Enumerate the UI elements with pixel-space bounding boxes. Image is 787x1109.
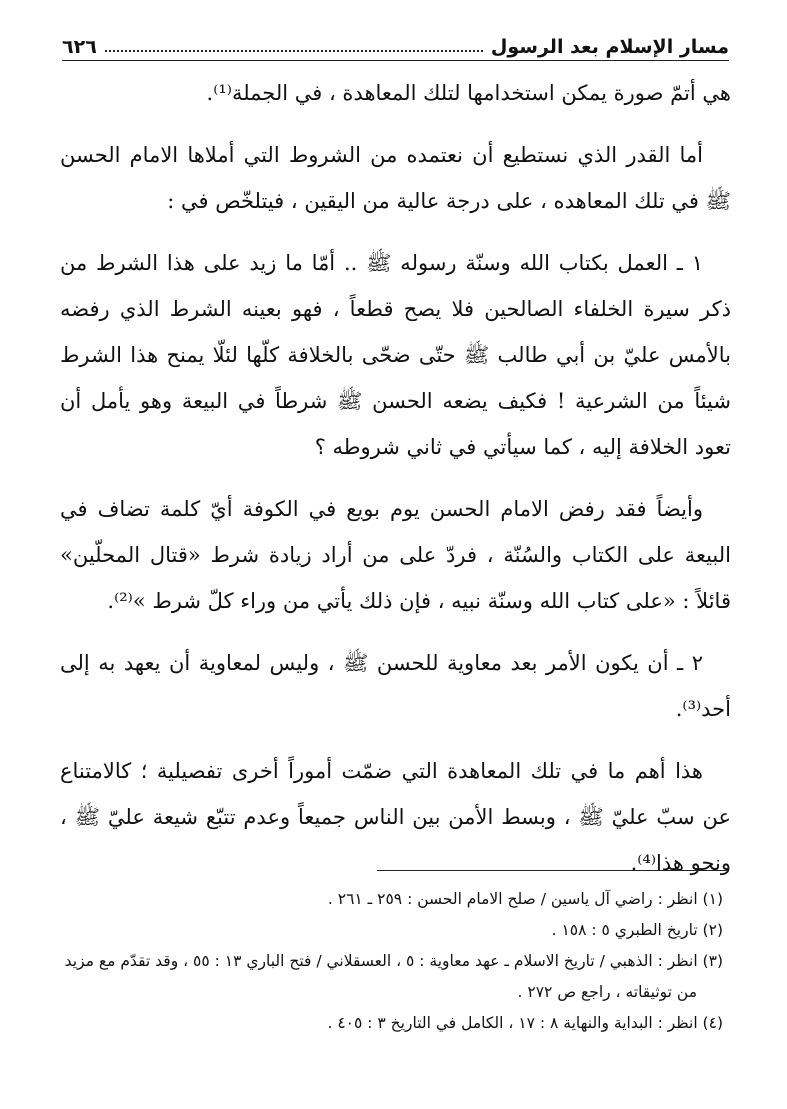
paragraph: هذا أهم ما في تلك المعاهدة التي ضمّت أموراً أخرى تفصيلية ؛ كالامتناع عن سبّ عليّ ﷺ ، وبسط الأمن بين الناس جميعاً وعدم تتبّع شيعة عليّ ﷺ ، ونحو هذا⁽⁴⁾.: [60, 759, 731, 875]
header-rule: [62, 60, 729, 61]
page-number: ٦٢٦: [62, 36, 97, 58]
footnote-rule: [377, 870, 727, 871]
footnote: (٤) انظر : البداية والنهاية ٨ : ١٧ ، الكامل في التاريخ ٣ : ٤٠٥ .: [327, 1014, 723, 1032]
running-title: مسار الإسلام بعد الرسول: [490, 36, 729, 58]
paragraph: وأيضاً فقد رفض الامام الحسن يوم بويع في الكوفة أيّ كلمة تضاف في البيعة على الكتاب والسُنّة ، فردّ على من أراد زيادة شرط «قتال المحلّين» قائلاً : «على كتاب الله وسنّة نبيه ، فإن ذلك يأتي من وراء كلّ شرط »⁽²⁾.: [60, 497, 731, 613]
footnote: (٢) تاريخ الطبري ٥ : ١٥٨ .: [551, 921, 723, 939]
dot-leader: [105, 50, 483, 52]
paragraph: هي أتمّ صورة يمكن استخدامها لتلك المعاهدة ، في الجملة⁽¹⁾.: [206, 81, 731, 105]
footnote: (٣) انظر : الذهبي / تاريخ الاسلام ـ عهد معاوية : ٥ ، العسقلاني / فتح الباري ١٣ : ٥٥ ، وقد تقدّم مع مزيد من توثيقاته ، راجع ص ٢٧٢ .: [64, 952, 723, 1001]
paragraph: أما القدر الذي نستطيع أن نعتمده من الشروط التي أملاها الامام الحسن ﷺ في تلك المعاهده ، على درجة عالية من اليقين ، فيتلخّص في :: [60, 143, 731, 213]
running-head: [62, 28, 729, 58]
footnotes: [60, 884, 723, 1039]
footnote: (١) انظر : راضي آل ياسين / صلح الامام الحسن : ٢٥٩ ـ ٢٦١ .: [327, 890, 723, 908]
main-text: [60, 70, 731, 902]
paragraph: ٢ ـ أن يكون الأمر بعد معاوية للحسن ﷺ ، وليس لمعاوية أن يعهد به إلى أحد⁽³⁾.: [60, 651, 731, 721]
paragraph: ١ ـ العمل بكتاب الله وسنّة رسوله ﷺ .. أمّا ما زيد على هذا الشرط من ذكر سيرة الخلفاء الصالحين فلا يصح قطعاً ، فهو بعينه الشرط الذي رفضه بالأمس عليّ بن أبي طالب ﷺ حتّى ضحّى بالخلافة كلّها لئلّا يمنح هذا الشرط شيئاً من الشرعية ! فكيف يضعه الحسن ﷺ شرطاً في البيعة وهو يأمل أن تعود الخلافة إليه ، كما سيأتي في ثاني شروطه ؟: [60, 251, 731, 459]
